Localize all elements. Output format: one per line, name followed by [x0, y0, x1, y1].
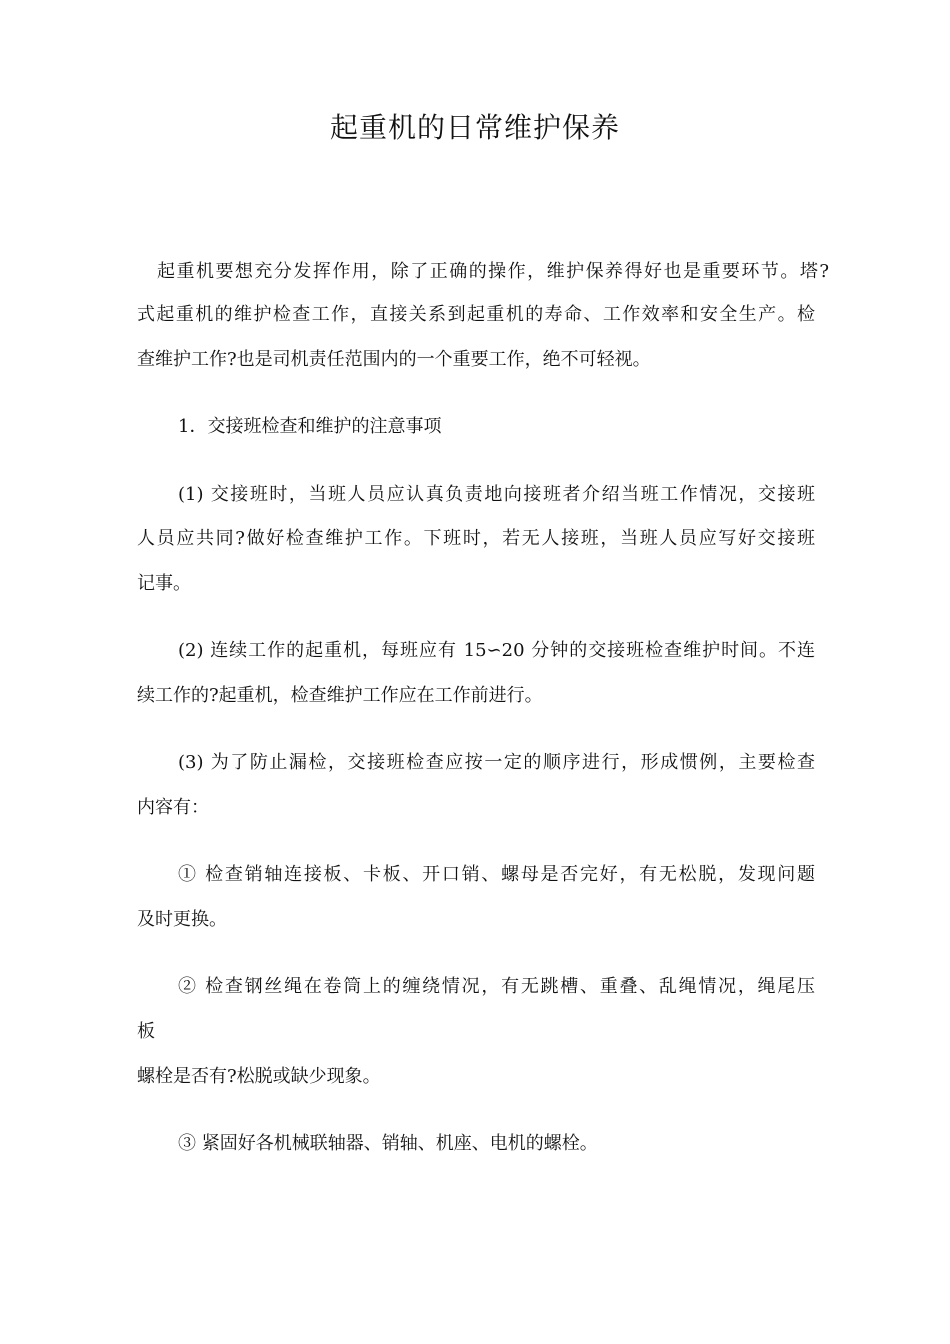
item-2-line-1: (2) 连续工作的起重机，每班应有 15∽20 分钟的交接班检查维护时间。不连 — [178, 640, 815, 661]
subitem-1-line-1: ① 检查销轴连接板、卡板、开口销、螺母是否完好，有无松脱，发现问题 — [178, 864, 815, 885]
paragraph-intro-line-1: 起重机要想充分发挥作用，除了正确的操作，维护保养得好也是重要环节。塔? — [157, 261, 829, 282]
item-3-line-1: (3) 为了防止漏检，交接班检查应按一定的顺序进行，形成惯例，主要检查 — [178, 752, 815, 773]
item-2-line-2: 续工作的?起重机，检查维护工作应在工作前进行。 — [137, 685, 543, 706]
item-1-line-1: (1) 交接班时，当班人员应认真负责地向接班者介绍当班工作情况，交接班 — [178, 484, 815, 505]
subitem-2-line-1: ② 检查钢丝绳在卷筒上的缠绕情况，有无跳槽、重叠、乱绳情况，绳尾压 — [178, 976, 815, 997]
document-title: 起重机的日常维护保养 — [329, 111, 620, 144]
subitem-2-line-2: 板 — [137, 1021, 155, 1042]
subitem-3-line-1: ③ 紧固好各机械联轴器、销轴、机座、电机的螺栓。 — [178, 1133, 598, 1154]
item-1-line-2: 人员应共同?做好检查维护工作。下班时，若无人接班，当班人员应写好交接班 — [137, 528, 815, 549]
paragraph-intro-line-2: 式起重机的维护检查工作，直接关系到起重机的寿命、工作效率和安全生产。检 — [137, 304, 815, 325]
item-3-line-2: 内容有： — [137, 797, 209, 818]
section-heading-1: 1．交接班检查和维护的注意事项 — [178, 416, 442, 437]
subitem-1-line-2: 及时更换。 — [137, 909, 227, 930]
paragraph-intro-line-3: 查维护工作?也是司机责任范围内的一个重要工作，绝不可轻视。 — [137, 349, 651, 370]
subitem-2-line-3: 螺栓是否有?松脱或缺少现象。 — [137, 1066, 381, 1087]
item-1-line-3: 记事。 — [137, 573, 191, 594]
